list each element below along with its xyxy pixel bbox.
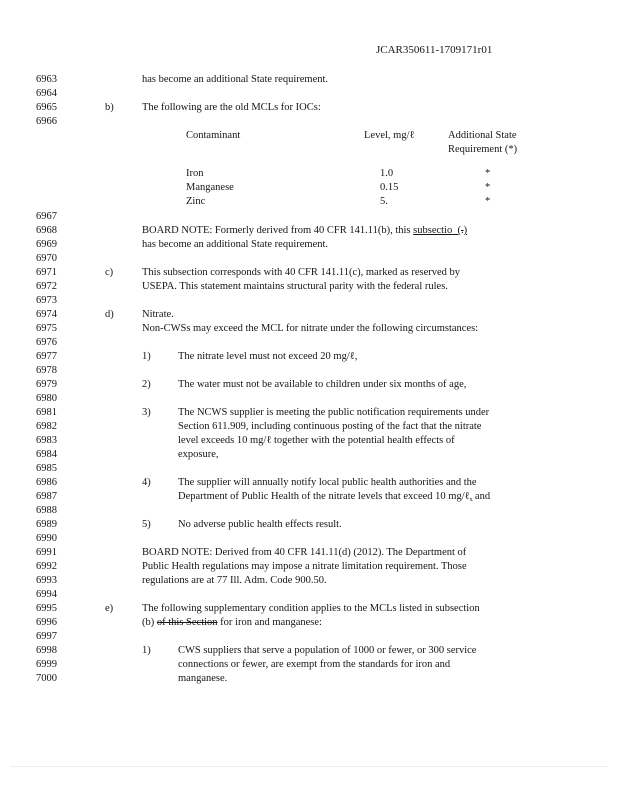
line-number: 6984 xyxy=(36,449,57,460)
line-number: 6973 xyxy=(36,295,57,306)
table-cell-req: * xyxy=(485,168,491,179)
line-number: 6980 xyxy=(36,393,57,404)
board-note-2-line1: BOARD NOTE: Derived from 40 CFR 141.11(d) (2012). The Department of xyxy=(142,547,467,558)
subsection-e-tail: for iron and manganese: xyxy=(217,617,322,628)
table-cell-level: 1.0 xyxy=(380,168,394,179)
subsection-e-ref: (b) xyxy=(142,617,155,628)
item-text xyxy=(178,490,490,504)
line-number: 6986 xyxy=(36,477,57,488)
subsection-c-line2: USEPA. This statement maintains structural parity with the federal rules. xyxy=(142,281,448,292)
line-number: 6963 xyxy=(36,74,57,85)
table-cell-req: * xyxy=(485,182,491,193)
item-text: connections or fewer, are exempt from the standards for iron and xyxy=(178,659,451,670)
item-number: 2) xyxy=(142,379,151,390)
table-cell-name: Manganese xyxy=(186,182,234,193)
page-bottom-divider xyxy=(10,766,608,767)
line-number: 6969 xyxy=(36,239,57,250)
subsection-b-text: The following are the old MCLs for IOCs: xyxy=(142,102,321,113)
line-number: 6972 xyxy=(36,281,57,292)
item-text: The nitrate level must not exceed 20 mg/ℓ, xyxy=(178,351,358,362)
item-text: No adverse public health effects result. xyxy=(178,519,342,530)
subsection-label-e: e) xyxy=(105,603,114,614)
subsection-d-intro: Non-CWSs may exceed the MCL for nitrate under the following circumstances: xyxy=(142,323,479,334)
item-text: manganese. xyxy=(178,673,228,684)
item-text-part: and xyxy=(472,491,491,502)
line-number: 6982 xyxy=(36,421,57,432)
table-cell-req: * xyxy=(485,196,491,207)
line-number: 6983 xyxy=(36,435,57,446)
line-number: 6981 xyxy=(36,407,57,418)
board-note-2-line2: Public Health regulations may impose a nitrate limitation requirement. Those xyxy=(142,561,467,572)
line-number: 6974 xyxy=(36,309,57,320)
line-number: 6977 xyxy=(36,351,57,362)
line-number: 6990 xyxy=(36,533,57,544)
item-number: 1) xyxy=(142,645,151,656)
board-note-2-line3: regulations are at 77 Ill. Adm. Code 900.50. xyxy=(142,575,327,586)
line-number: 6964 xyxy=(36,88,57,99)
inserted-text: subsectio xyxy=(413,225,453,236)
subsection-c-line1: This subsection corresponds with 40 CFR 141.11(c), marked as reserved by xyxy=(142,267,461,278)
table-cell-level: 5. xyxy=(380,196,388,207)
table-cell-name: Iron xyxy=(186,168,204,179)
line-number: 6978 xyxy=(36,365,57,376)
deleted-text: . xyxy=(460,225,464,236)
table-cell-level: 0.15 xyxy=(380,182,399,193)
line-number: 6998 xyxy=(36,645,57,656)
subsection-d-title: Nitrate. xyxy=(142,309,174,320)
item-number: 3) xyxy=(142,407,151,418)
line-number: 6976 xyxy=(36,337,57,348)
line-number: 6994 xyxy=(36,589,57,600)
subsection-e-line1: The following supplementary condition applies to the MCLs listed in subsection xyxy=(142,603,480,614)
inserted-text: ( xyxy=(457,225,461,236)
line-number: 6989 xyxy=(36,519,57,530)
item-text: CWS suppliers that serve a population of 1000 or fewer, or 300 service xyxy=(178,645,477,656)
line-number: 6985 xyxy=(36,463,57,474)
item-text: The NCWS supplier is meeting the public notification requirements under xyxy=(178,407,490,418)
line-number: 6992 xyxy=(36,561,57,572)
line-number: 6979 xyxy=(36,379,57,390)
item-text-part: Department of Public Health of the nitrate levels that exceed 10 mg/ℓ xyxy=(178,491,470,502)
subsection-label-c: c) xyxy=(105,267,114,278)
line-number: 7000 xyxy=(36,673,57,684)
item-number: 1) xyxy=(142,351,151,362)
inserted-text: , xyxy=(469,491,473,502)
body-line: has become an additional State requirement. xyxy=(142,74,329,85)
item-number: 5) xyxy=(142,519,151,530)
line-number: 6970 xyxy=(36,253,57,264)
line-number: 6996 xyxy=(36,617,57,628)
line-number: 6975 xyxy=(36,323,57,334)
item-text: exposure, xyxy=(178,449,219,460)
item-text: level exceeds 10 mg/ℓ together with the potential health effects of xyxy=(178,435,455,446)
board-note-1 xyxy=(142,224,467,238)
subsection-e-line2 xyxy=(142,616,322,630)
board-note-1-text: BOARD NOTE: Formerly derived from 40 CFR 141.11(b), this xyxy=(142,225,414,236)
document-id: JCAR350611-1709171r01 xyxy=(376,44,493,56)
line-number: 6988 xyxy=(36,505,57,516)
line-number: 6987 xyxy=(36,491,57,502)
subsection-label-d: d) xyxy=(105,309,114,320)
line-number: 6997 xyxy=(36,631,57,642)
line-number: 6971 xyxy=(36,267,57,278)
line-number: 6993 xyxy=(36,575,57,586)
table-cell-name: Zinc xyxy=(186,196,206,207)
item-number: 4) xyxy=(142,477,151,488)
item-text: The supplier will annually notify local public health authorities and the xyxy=(178,477,477,488)
line-number: 6967 xyxy=(36,211,57,222)
inserted-text: ) xyxy=(463,225,468,236)
line-number: 6965 xyxy=(36,102,57,113)
table-header-additional: Additional State xyxy=(448,130,517,141)
item-text: The water must not be available to children under six months of age, xyxy=(178,379,467,390)
table-header-additional-2: Requirement (*) xyxy=(448,144,518,155)
board-note-1-line2: has become an additional State requirement. xyxy=(142,239,329,250)
line-number: 6999 xyxy=(36,659,57,670)
table-header-contaminant: Contaminant xyxy=(186,130,241,141)
item-text: Section 611.909, including continuous posting of the fact that the nitrate xyxy=(178,421,482,432)
table-header-level: Level, mg/ℓ xyxy=(364,130,415,141)
line-number: 6995 xyxy=(36,603,57,614)
line-number: 6966 xyxy=(36,116,57,127)
line-number: 6991 xyxy=(36,547,57,558)
subsection-label-b: b) xyxy=(105,102,114,113)
deleted-text: of this Section xyxy=(156,617,218,628)
line-number: 6968 xyxy=(36,225,57,236)
